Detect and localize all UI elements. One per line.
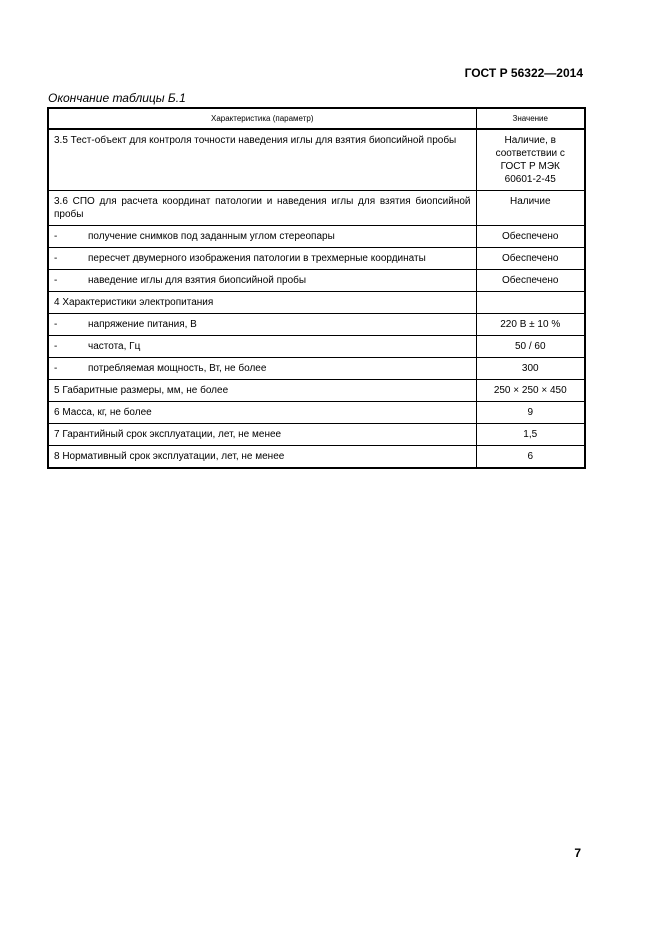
value-cell: Наличие, в соответствии с ГОСТ Р МЭК 60601-2-45 — [476, 129, 585, 191]
value-cell: 220 В ± 10 % — [476, 314, 585, 336]
value-cell: 250 × 250 × 450 — [476, 380, 585, 402]
value-cell: 50 / 60 — [476, 336, 585, 358]
table-row — [48, 446, 585, 469]
characteristic-cell: 5 Габаритные размеры, мм, не более — [48, 380, 476, 402]
value-cell: 1,5 — [476, 424, 585, 446]
characteristic-cell — [48, 248, 476, 270]
characteristic-cell — [48, 270, 476, 292]
characteristic-text: частота, Гц — [88, 341, 141, 352]
characteristic-cell — [48, 336, 476, 358]
characteristic-cell: 6 Масса, кг, не более — [48, 402, 476, 424]
table-row — [48, 292, 585, 314]
table-row — [48, 336, 585, 358]
characteristic-cell: 4 Характеристики электропитания — [48, 292, 476, 314]
table-row — [48, 129, 585, 191]
value-cell: 300 — [476, 358, 585, 380]
column-header-value: Значение — [476, 108, 585, 129]
list-dash: - — [54, 253, 58, 264]
column-header-characteristic: Характеристика (параметр) — [48, 108, 476, 129]
table-row — [48, 270, 585, 292]
table-row — [48, 380, 585, 402]
table-row — [48, 314, 585, 336]
table-caption: Окончание таблицы Б.1 — [48, 91, 186, 105]
characteristic-cell: 3.5 Тест-объект для контроля точности наведения иглы для взятия биопсийной пробы — [48, 129, 476, 191]
standard-code: ГОСТ Р 56322—2014 — [464, 66, 583, 80]
table-row — [48, 424, 585, 446]
value-cell: Обеспечено — [476, 226, 585, 248]
value-cell: 9 — [476, 402, 585, 424]
characteristic-text: напряжение питания, В — [88, 319, 197, 330]
value-cell: Обеспечено — [476, 270, 585, 292]
characteristic-cell — [48, 358, 476, 380]
table-header-row — [48, 108, 585, 129]
list-dash: - — [54, 319, 58, 330]
characteristic-text: пересчет двумерного изображения патологии в трехмерные координаты — [88, 253, 426, 264]
list-dash: - — [54, 341, 58, 352]
characteristic-cell: 7 Гарантийный срок эксплуатации, лет, не менее — [48, 424, 476, 446]
value-cell: Обеспечено — [476, 248, 585, 270]
list-dash: - — [54, 363, 58, 374]
list-dash: - — [54, 275, 58, 286]
table-row — [48, 226, 585, 248]
table-row — [48, 191, 585, 226]
table-row — [48, 402, 585, 424]
characteristics-table — [47, 107, 586, 469]
characteristic-cell: 8 Нормативный срок эксплуатации, лет, не менее — [48, 446, 476, 469]
table-row — [48, 358, 585, 380]
characteristic-cell — [48, 226, 476, 248]
characteristic-text: потребляемая мощность, Вт, не более — [88, 363, 267, 374]
value-cell: Наличие — [476, 191, 585, 226]
characteristic-text: получение снимков под заданным углом стереопары — [88, 231, 335, 242]
page-number: 7 — [574, 846, 581, 860]
characteristic-cell: 3.6 СПО для расчета координат патологии и наведения иглы для взятия биопсийной пробы — [48, 191, 476, 226]
table-row — [48, 248, 585, 270]
list-dash: - — [54, 231, 58, 242]
value-cell: 6 — [476, 446, 585, 469]
value-cell — [476, 292, 585, 314]
characteristic-text: наведение иглы для взятия биопсийной пробы — [88, 275, 307, 286]
characteristic-cell — [48, 314, 476, 336]
